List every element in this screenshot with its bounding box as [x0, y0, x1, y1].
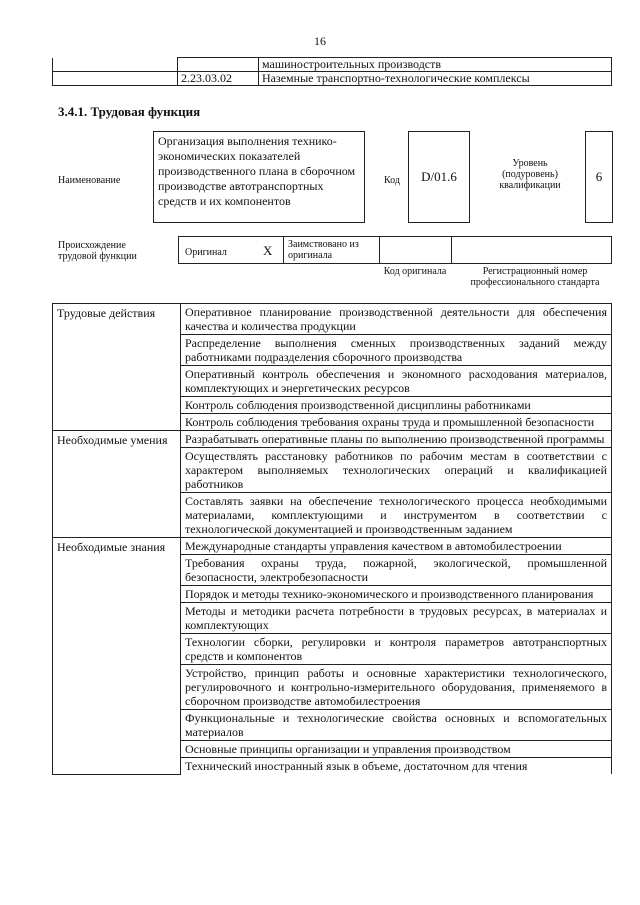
code-original-caption: Код оригинала: [383, 266, 447, 277]
list-item: Контроль соблюдения требования охраны труда и промышленной безопасности: [181, 414, 612, 431]
list-item: Требования охраны труда, пожарной, экологической, промышленной безопасности, электробезопасности: [181, 555, 612, 586]
level-label: Уровень (подуровень) квалификации: [499, 158, 561, 191]
page-number: 16: [314, 34, 326, 48]
table-cell-empty: [53, 58, 178, 72]
name-label: Наименование: [58, 175, 121, 186]
table-cell-name: машиностроительных производств: [259, 58, 612, 72]
education-table: [52, 57, 612, 86]
list-item: Технологии сборки, регулировки и контроля параметров автотранспортных средств и компонентов: [181, 634, 612, 665]
list-item: Оперативное планирование производственной деятельности для обеспечения качества и количества продукции: [181, 304, 612, 335]
list-item: Оперативный контроль обеспечения и экономного расходования материалов, комплектующих и энергетических ресурсов: [181, 366, 612, 397]
table-cell-name: Наземные транспортно-технологические комплексы: [259, 72, 612, 86]
table-row: [53, 58, 612, 72]
list-item: Распределение выполнения сменных производственных заданий между работниками подразделения сборочного производства: [181, 335, 612, 366]
list-item: Международные стандарты управления качеством в автомобилестроении: [181, 538, 612, 555]
list-item: Методы и методики расчета потребности в трудовых ресурсах, в материалах и комплектующих: [181, 603, 612, 634]
category-required-knowledge: Необходимые знания: [53, 538, 181, 775]
list-item: Контроль соблюдения производственной дисциплины работниками: [181, 397, 612, 414]
list-item: Основные принципы организации и управления производством: [181, 741, 612, 758]
category-labor-actions: Трудовые действия: [53, 304, 181, 431]
list-item: Порядок и методы технико-экономического и производственного планирования: [181, 586, 612, 603]
list-item: Функциональные и технологические свойства основных и вспомогательных материалов: [181, 710, 612, 741]
function-name-box: Организация выполнения технико-экономических показателей производственного плана в сборочном производстве автотранспортных средств и их компонентов: [153, 131, 365, 223]
table-row: [53, 538, 612, 555]
list-item: Разрабатывать оперативные планы по выполнению производственной программы: [181, 431, 612, 448]
original-mark: X: [263, 243, 273, 258]
list-item: Технический иностранный язык в объеме, достаточном для чтения: [181, 758, 612, 775]
table-cell-code: 2.23.03.02: [178, 72, 259, 86]
level-value-box: 6: [585, 131, 613, 223]
divider: [283, 237, 284, 263]
table-row: [53, 431, 612, 448]
list-item: Составлять заявки на обеспечение технологического процесса необходимыми материалами, комплектующими и инструментом в соответствии с технологической документацией и производственным заданием: [181, 493, 612, 538]
table-cell-empty: [53, 72, 178, 86]
code-value-box: D/01.6: [408, 131, 470, 223]
table-row: [53, 304, 612, 335]
section-title: 3.4.1. Трудовая функция: [58, 104, 201, 119]
table-row: [53, 72, 612, 86]
divider: [451, 237, 452, 263]
divider: [379, 237, 380, 263]
origin-box: [178, 236, 612, 264]
category-required-skills: Необходимые умения: [53, 431, 181, 538]
list-item: Осуществлять расстановку работников по рабочим местам в соответствии с характером выполняемых технологических операций и квалификацией работников: [181, 448, 612, 493]
list-item: Устройство, принцип работы и основные характеристики технологического, регулировочного и контрольно-измерительного оборудования, применяемого в сборочном производстве автомобилестроения: [181, 665, 612, 710]
table-cell-code: [178, 58, 259, 72]
original-label: Оригинал: [185, 247, 227, 258]
borrowed-label: Заимствовано из оригинала: [288, 239, 359, 261]
regnum-caption: Регистрационный номер профессионального стандарта: [470, 266, 600, 288]
function-details-table: [52, 303, 612, 775]
origin-label: Происхождение трудовой функции: [58, 240, 137, 262]
code-label: Код: [384, 175, 400, 186]
